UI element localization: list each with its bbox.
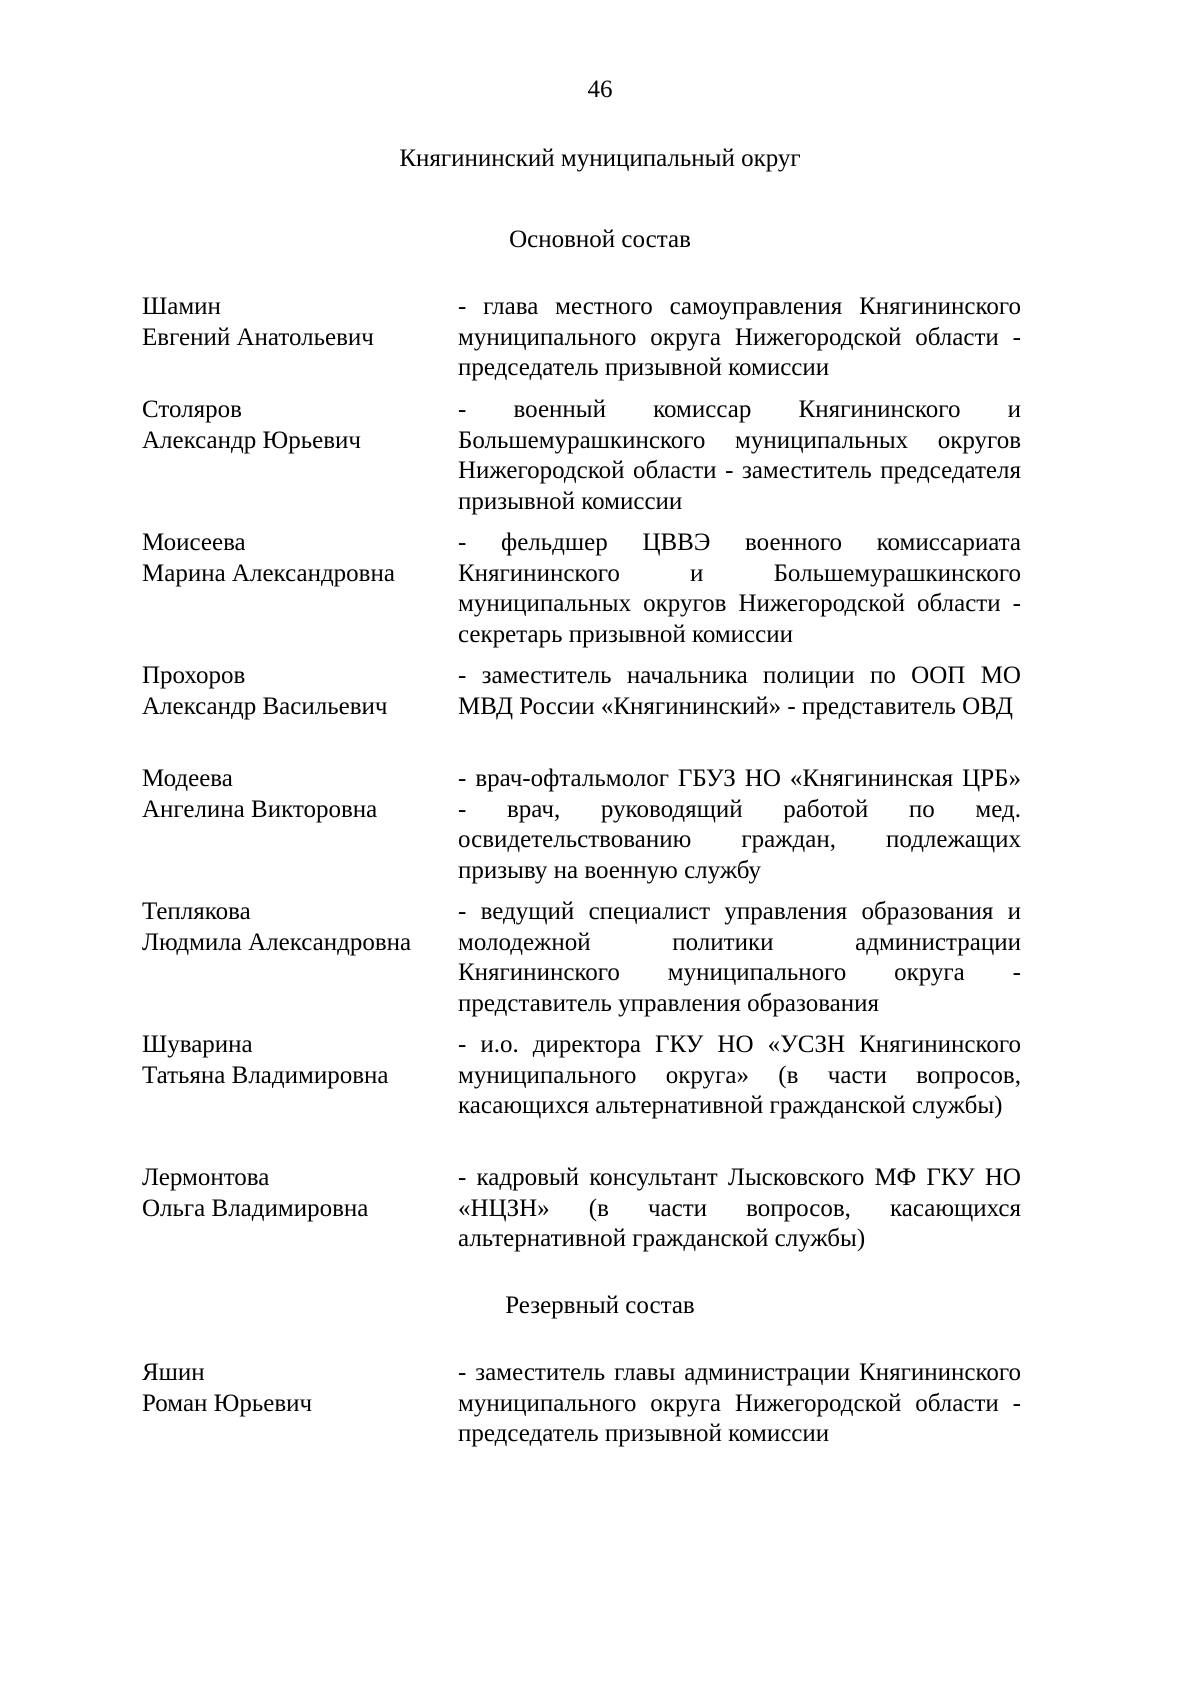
member-name — [142, 1163, 452, 1224]
member-surname: Лермонтова — [142, 1164, 270, 1191]
member-given-names: Ангелина Викторовна — [142, 795, 378, 823]
member-role: - ведущий специалист управления образования и молодежной политики администрации Княгининского муниципального округа - представитель управления образования — [458, 898, 1021, 1017]
member-name — [142, 528, 452, 589]
member-surname: Столяров — [142, 396, 242, 423]
member-name — [142, 395, 452, 456]
member-role: - врач-офтальмолог ГБУЗ НО «Княгининская ЦРБ» - врач, руководящий работой по мед. освидетельствованию граждан, подлежащих призыву на военную службу — [458, 765, 1021, 884]
member-surname: Теплякова — [142, 898, 251, 925]
member-role: - военный комиссар Княгининского и Большемурашкинского муниципальных округов Нижегородской области - заместитель председателя призывной комиссии — [458, 396, 1021, 515]
member-given-names: Роман Юрьевич — [142, 1389, 313, 1417]
member-surname: Шуварина — [142, 1031, 253, 1058]
member-surname: Прохоров — [142, 662, 246, 689]
member-given-names: Ольга Владимировна — [142, 1194, 369, 1222]
member-name — [142, 661, 452, 722]
district-title: Княгининский муниципальный округ — [399, 145, 801, 172]
member-given-names: Людмила Александровна — [142, 928, 412, 956]
member-name — [142, 764, 452, 825]
member-role: - заместитель начальника полиции по ООП МО МВД России «Княгининский» - представитель ОВД — [458, 662, 1021, 720]
member-name — [142, 1358, 452, 1419]
member-role: - заместитель главы администрации Княгининского муниципального округа Нижегородской области - председатель призывной комиссии — [458, 1359, 1021, 1447]
member-role: - глава местного самоуправления Княгининского муниципального округа Нижегородской области - председатель призывной комиссии — [458, 293, 1021, 381]
member-name — [142, 897, 452, 958]
reserve-composition-title: Резервный состав — [505, 1292, 695, 1319]
member-given-names: Евгений Анатольевич — [142, 323, 374, 351]
member-surname: Яшин — [142, 1359, 205, 1386]
member-given-names: Татьяна Владимировна — [142, 1061, 389, 1089]
member-surname: Моисеева — [142, 529, 246, 556]
member-role: - кадровый консультант Лысковского МФ ГКУ НО «НЦЗН» (в части вопросов, касающихся альтернативной гражданской службы) — [458, 1164, 1021, 1252]
main-composition-title: Основной состав — [509, 226, 691, 253]
page-number: 46 — [587, 76, 613, 103]
member-role: - и.о. директора ГКУ НО «УСЗН Княгининского муниципального округа» (в части вопросов, касающихся альтернативной гражданской службы) — [458, 1031, 1021, 1119]
member-name — [142, 1030, 452, 1091]
member-given-names: Марина Александровна — [142, 559, 395, 587]
member-role: - фельдшер ЦВВЭ военного комиссариата Княгининского и Большемурашкинского муниципальных округов Нижегородской области - секретарь призывной комиссии — [458, 529, 1021, 648]
member-given-names: Александр Васильевич — [142, 692, 388, 720]
member-surname: Модеева — [142, 765, 233, 792]
member-surname: Шамин — [142, 293, 221, 320]
member-given-names: Александр Юрьевич — [142, 426, 361, 454]
member-name — [142, 292, 452, 353]
